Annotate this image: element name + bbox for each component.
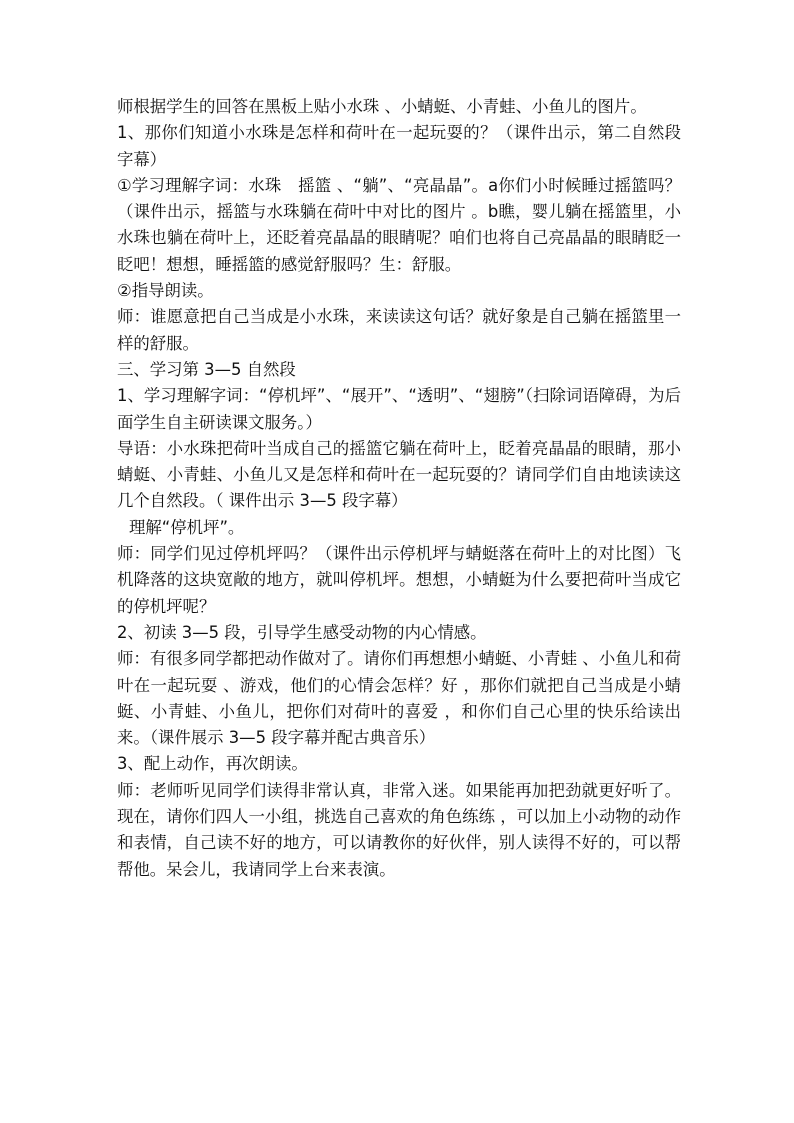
document-body [117, 94, 681, 883]
paragraph-teacher-posts-pictures: 师根据学生的回答在黑板上贴小水珠 、小蜻蜓、小青蛙、小鱼儿的图片。 [117, 97, 647, 116]
paragraph-vocabulary-study: ①学习理解字词：水珠 摇篮 、“躺”、“亮晶晶”。a你们小时候睡过摇篮吗？（课件出示，摇篮与水珠躺在荷叶中对比的图片 。b瞧，婴儿躺在摇篮里，小水珠也躺在荷叶上，还眨着亮晶晶的眼睛呢？咱们也将自己亮晶晶的眼睛眨一眨吧！想想，睡摇篮的感觉舒服吗？生：舒服。 [117, 175, 681, 274]
paragraph-vocabulary-terms: 1、学习理解字词：“停机坪”、“展开”、“透明”、“翅膀”（扫除词语障碍，为后面学生自主研读课文服务。） [117, 386, 681, 432]
paragraph-teacher-prompt: 师：谁愿意把自己当成是小水珠，来读读这句话？就好象是自己躺在摇篮里一样的舒服。 [117, 307, 681, 353]
paragraph-introduction: 导语：小水珠把荷叶当成自己的摇篮它躺在荷叶上，眨着亮晶晶的眼睛，那小蜻蜓、小青蛙、小鱼儿又是怎样和荷叶在一起玩耍的？请同学们自由地读读这几个自然段。（ 课件出示 3—5 段字幕） [117, 438, 681, 511]
paragraph-group-practice: 师：老师听见同学们读得非常认真，非常入迷。如果能再加把劲就更好听了。现在，请你们四人一小组，挑选自己喜欢的角色练练 ，可以加上小动物的动作和表情，自己读不好的地方，可以请教你的好伙伴，别人读得不好的，可以帮帮他。呆会儿，我请同学上台来表演。 [117, 780, 681, 879]
paragraph-question-1: 1、那你们知道小水珠是怎样和荷叶在一起玩耍的？（课件出示，第二自然段字幕） [117, 123, 681, 169]
paragraph-airport-discussion: 师：同学们见过停机坪吗？（课件出示停机坪与蜻蜓落在荷叶上的对比图）飞机降落的这块宽敞的地方，就叫停机坪。想想，小蜻蜓为什么要把荷叶当成它的停机坪呢？ [117, 544, 681, 616]
paragraph-first-reading: 2、初读 3—5 段，引导学生感受动物的内心情感。 [117, 622, 487, 642]
paragraph-guided-reading: ②指导朗读。 [117, 281, 214, 301]
section-heading-3: 三、学习第 3—5 自然段 [117, 359, 296, 379]
paragraph-emotion-reading: 师：有很多同学都把动作做对了。请你们再想想小蜻蜓、小青蛙 、小鱼儿和荷叶在一起玩耍 、游戏，他们的心情会怎样？好 ，那你们就把自己当成是小蜻蜓、小青蛙、小鱼儿，把你们对荷叶的喜爱 ，和你们自己心里的快乐给读出来。（课件展示 3—5 段字幕并配古典音乐） [117, 649, 681, 748]
paragraph-actions-reading: 3、配上动作，再次朗读。 [117, 754, 308, 774]
paragraph-understand-term: 理解“停机坪”。 [129, 517, 245, 537]
